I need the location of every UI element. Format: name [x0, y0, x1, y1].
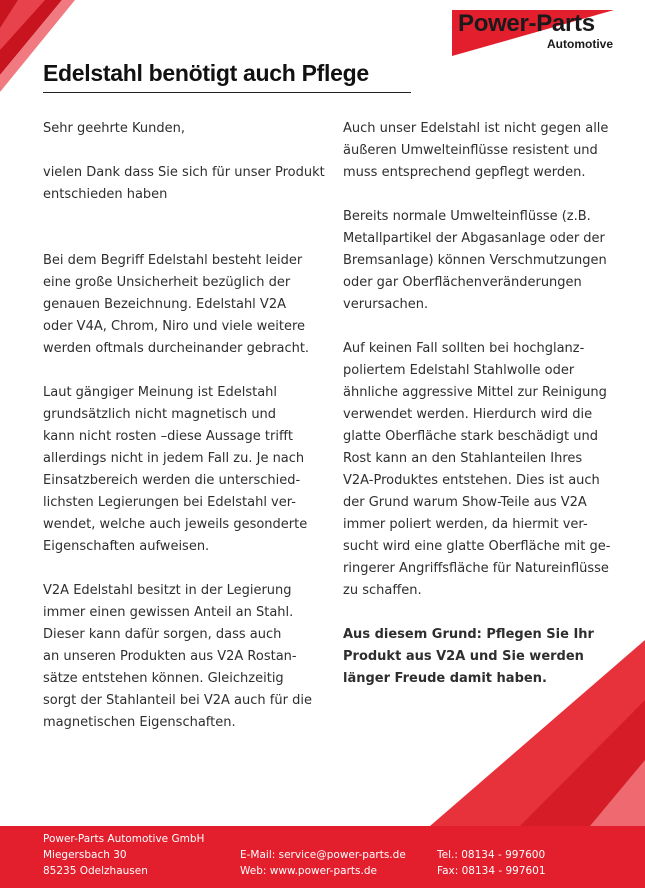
footer-tel: Tel.: 08134 - 997600: [437, 849, 546, 861]
text-line: grundsätzlich nicht magnetisch und: [43, 407, 277, 422]
text-line: V2A-Produktes entstehen. Dies ist auch: [343, 473, 600, 488]
text-line: Rost kann an den Stahlanteilen Ihres: [343, 451, 583, 466]
text-line: werden oftmals durcheinander gebracht.: [43, 341, 310, 356]
text-line: länger Freude damit haben.: [343, 671, 547, 686]
text-line: glatte Oberfläche stark beschädigt und: [343, 429, 598, 444]
text-line: oder gar Oberflächenveränderungen: [343, 275, 582, 290]
text-line: [43, 206, 333, 228]
text-line: immer poliert werden, da hiermit ver-: [343, 517, 588, 532]
footer-online: [240, 847, 406, 879]
text-line: Bereits normale Umwelteinflüsse (z.B.: [343, 209, 591, 224]
footer-city: 85235 Odelzhausen: [43, 865, 148, 877]
text-line: ringerer Angriffsfläche für Natureinflüsse: [343, 561, 609, 576]
text-line: Produkt aus V2A und Sie werden: [343, 649, 584, 664]
text-line: Auch unser Edelstahl ist nicht gegen alle: [343, 121, 609, 136]
title-underline: [43, 92, 411, 93]
footer-company: Power-Parts Automotive GmbH: [43, 833, 205, 845]
text-line: Eigenschaften aufweisen.: [43, 539, 210, 554]
text-line: muss entsprechend gepflegt werden.: [343, 165, 586, 180]
text-line: zu schaffen.: [343, 583, 422, 598]
text-line: Sehr geehrte Kunden,: [43, 121, 186, 136]
logo-text: Power-Parts: [458, 10, 595, 37]
text-line: verursachen.: [343, 297, 429, 312]
text-line: Bremsanlage) können Verschmutzungen: [343, 253, 607, 268]
text-line: Aus diesem Grund: Pflegen Sie Ihr: [343, 627, 594, 642]
text-line: Metallpartikel der Abgasanlage oder der: [343, 231, 605, 246]
text-line: Dieser kann dafür sorgen, dass auch: [43, 627, 282, 642]
footer-phone: [437, 847, 546, 879]
text-line: [43, 140, 333, 162]
text-line: immer einen gewissen Anteil an Stahl.: [43, 605, 294, 620]
text-line: [43, 360, 333, 382]
footer-email[interactable]: E-Mail: service@power-parts.de: [240, 849, 406, 861]
text-line: sorgt der Stahlanteil bei V2A auch für die: [43, 693, 312, 708]
text-line: [343, 602, 633, 624]
text-line: [43, 558, 333, 580]
text-line: äußeren Umwelteinflüsse resistent und: [343, 143, 598, 158]
text-line: entschieden haben: [43, 187, 168, 202]
text-line: sätze entstehen können. Gleichzeitig: [43, 671, 284, 686]
left-text-column: [43, 118, 333, 734]
page-title: Edelstahl benötigt auch Pflege: [43, 60, 369, 86]
text-line: Einsatzbereich werden die unterschied-: [43, 473, 301, 488]
text-line: sucht wird eine glatte Oberfläche mit ge-: [343, 539, 611, 554]
footer-street: Miegersbach 30: [43, 849, 127, 861]
text-line: magnetischen Eigenschaften.: [43, 715, 236, 730]
text-line: Laut gängiger Meinung ist Edelstahl: [43, 385, 278, 400]
text-line: kann nicht rosten –diese Aussage trifft: [43, 429, 293, 444]
logo-subtext: Automotive: [547, 37, 613, 51]
text-line: oder V4A, Chrom, Niro und viele weitere: [43, 319, 306, 334]
text-line: Auf keinen Fall sollten bei hochglanz-: [343, 341, 585, 356]
text-line: lichsten Legierungen bei Edelstahl ver-: [43, 495, 296, 510]
footer: [0, 826, 645, 888]
text-line: ähnliche aggressive Mittel zur Reinigung: [343, 385, 607, 400]
text-line: V2A Edelstahl besitzt in der Legierung: [43, 583, 292, 598]
text-line: [343, 184, 633, 206]
footer-fax: Fax: 08134 - 997601: [437, 865, 546, 877]
text-line: wendet, welche auch jeweils gesonderte: [43, 517, 308, 532]
text-line: vielen Dank dass Sie sich für unser Produkt: [43, 165, 325, 180]
text-line: allerdings nicht in jedem Fall zu. Je nach: [43, 451, 305, 466]
footer-web[interactable]: Web: www.power-parts.de: [240, 865, 377, 877]
text-line: genauen Bezeichnung. Edelstahl V2A: [43, 297, 286, 312]
text-line: [43, 228, 333, 250]
text-line: verwendet werden. Hierdurch wird die: [343, 407, 593, 422]
text-line: [343, 316, 633, 338]
text-line: der Grund warum Show-Teile aus V2A: [343, 495, 587, 510]
footer-address: [43, 831, 204, 879]
text-line: eine große Unsicherheit bezüglich der: [43, 275, 291, 290]
right-text-column: [343, 118, 633, 690]
text-line: poliertem Edelstahl Stahlwolle oder: [343, 363, 575, 378]
text-line: an unseren Produkten aus V2A Rostan-: [43, 649, 297, 664]
text-line: Bei dem Begriff Edelstahl besteht leider: [43, 253, 303, 268]
